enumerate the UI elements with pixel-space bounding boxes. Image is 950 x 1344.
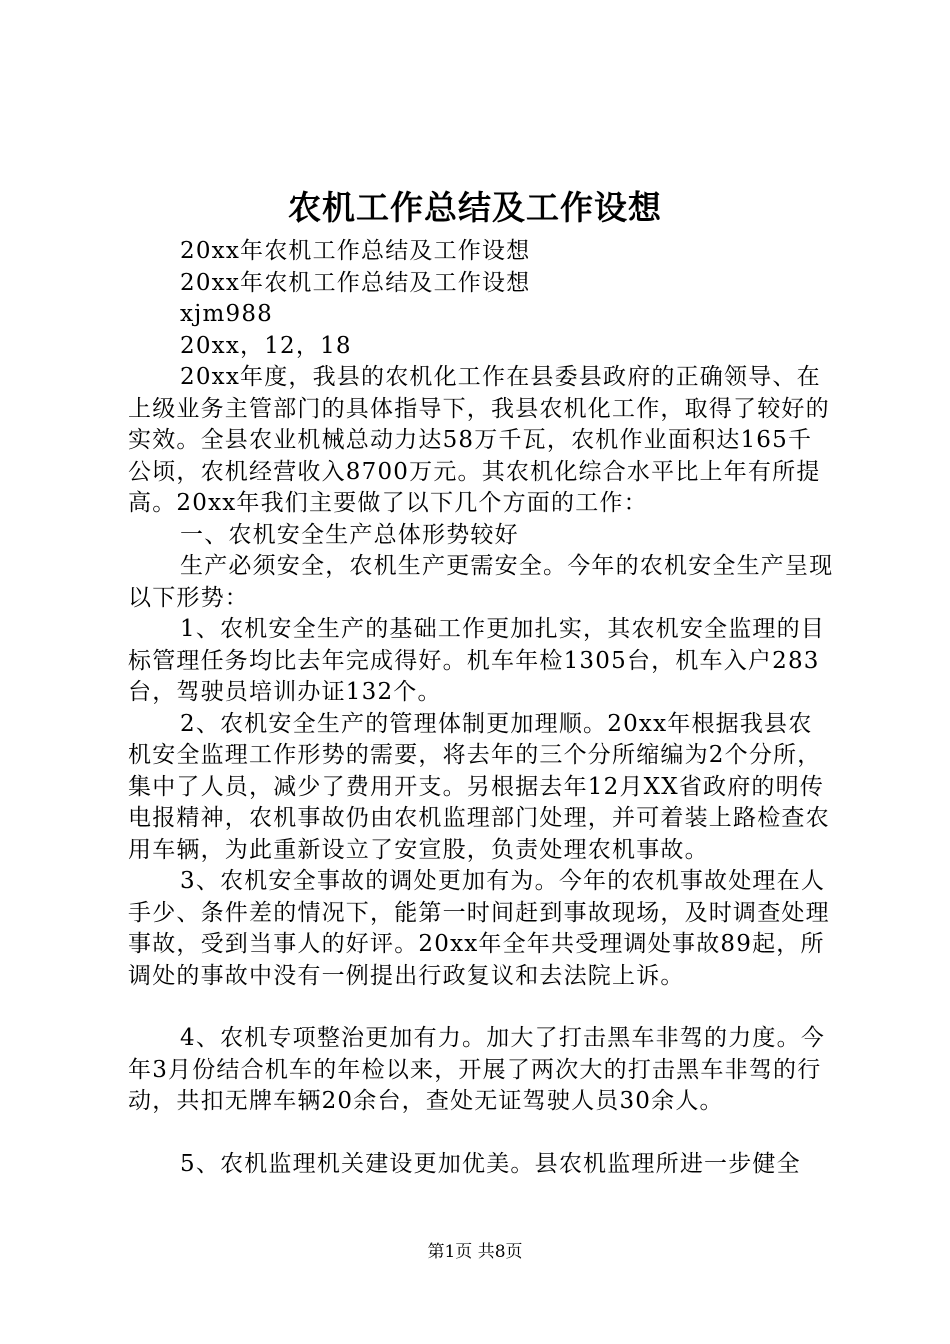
paragraph-intro: 20xx年度，我县的农机化工作在县委县政府的正确领导、在上级业务主管部门的具体指导下，我县农机化工作，取得了较好的实效。全县农业机械总动力达58万千瓦，农机作业面积达165千公顷，农机经营收入8700万元。其农机化综合水平比上年有所提高。20xx年我们主要做了以下几个方面的工作： — [128, 364, 830, 516]
document-title: 农机工作总结及工作设想 — [288, 188, 662, 227]
paragraph-subtitle-1: 20xx年农机工作总结及工作设想 — [180, 238, 531, 264]
paragraph-author: xjm988 — [180, 301, 274, 327]
page-footer: 第1页 共8页 — [427, 1242, 523, 1262]
paragraph-item-3: 3、农机安全事故的调处更加有为。今年的农机事故处理在人手少、条件差的情况下，能第一时间赶到事故现场，及时调查处理事故，受到当事人的好评。20xx年全年共受理调处事故89起，所调处的事故中没有一例提出行政复议和去法院上诉。 — [128, 868, 830, 989]
section-heading-1: 一、农机安全生产总体形势较好 — [180, 521, 519, 548]
paragraph-date: 20xx，12，18 — [180, 332, 352, 359]
paragraph-item-2: 2、农机安全生产的管理体制更加理顺。20xx年根据我县农机安全监理工作形势的需要，将去年的三个分所缩编为2个分所，集中了人员，减少了费用开支。另根据去年12月XX省政府的明传电报精神，农机事故仍由农机监理部门处理，并可着装上路检查农用车辆，为此重新设立了安宣股，负责处理农机事故。 — [128, 710, 830, 863]
paragraph-item-1: 1、农机安全生产的基础工作更加扎实，其农机安全监理的目标管理任务均比去年完成得好。机车年检1305台，机车入户283台，驾驶员培训办证132个。 — [128, 616, 826, 705]
document-body — [128, 236, 834, 1180]
paragraph-safety-overview: 生产必须安全，农机生产更需安全。今年的农机安全生产呈现以下形势： — [128, 553, 834, 611]
paragraph-item-5: 5、农机监理机关建设更加优美。县农机监理所进一步健全 — [180, 1150, 801, 1177]
paragraph-subtitle-2: 20xx年农机工作总结及工作设想 — [180, 269, 531, 296]
paragraph-item-4: 4、农机专项整治更加有力。加大了打击黑车非驾的力度。今年3月份结合机车的年检以来，开展了两次大的打击黑车非驾的行动，共扣无牌车辆20余台，查处无证驾驶人员30余人。 — [128, 1025, 826, 1114]
